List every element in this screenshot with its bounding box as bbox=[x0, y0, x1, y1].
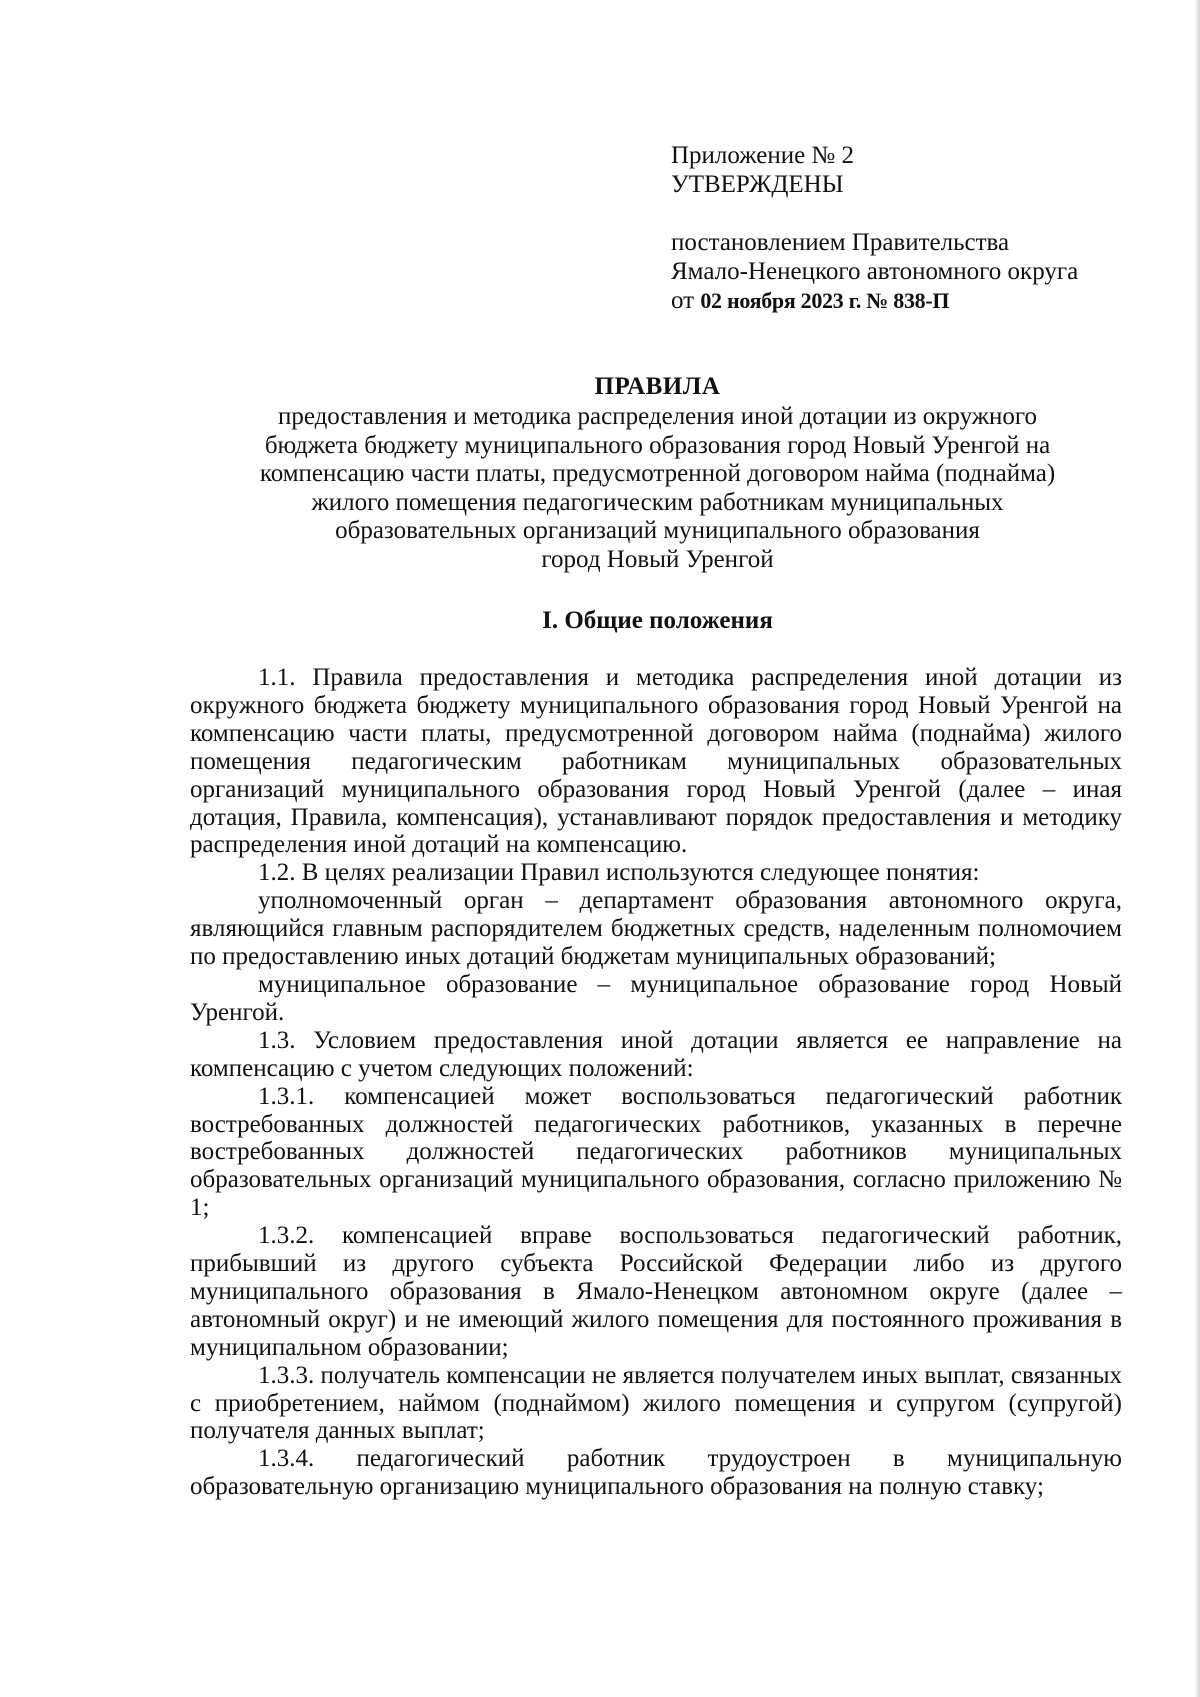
definition-municipality: муниципальное образование – муниципальное образование город Новый Уренгой. bbox=[190, 970, 1122, 1026]
paragraph-1-2: 1.2. В целях реализации Правил используются следующее понятия: bbox=[258, 859, 980, 887]
subtitle-line: жилого помещения педагогическим работникам муниципальных bbox=[311, 488, 1004, 516]
subtitle-line: бюджета бюджету муниципального образования город Новый Уренгой на bbox=[264, 431, 1051, 459]
paragraph-1-3: 1.3. Условием предоставления иной дотации является ее направление на компенсацию с учетом следующих положений: bbox=[190, 1026, 1122, 1082]
document-body bbox=[190, 664, 1122, 1501]
subtitle-line: компенсацию части платы, предусмотренной договором найма (поднайма) bbox=[259, 460, 1056, 487]
decree-line-2: Ямало-Ненецкого автономного округа bbox=[671, 258, 1079, 285]
paragraph-1-1: 1.1. Правила предоставления и методика распределения иной дотации из окружного бюджета бюджету муниципального образования город Новый Уренгой на компенсацию части платы, предусмотренной договором найма (поднайма) жилого помещения педагогическим работникам муниципальных образовательных организаций муниципального образования город Новый Уренгой (далее – иная дотация, Правила, компенсация), устанавливают порядок предоставления и методику распределения иной дотаций на компенсацию. bbox=[190, 664, 1122, 859]
subtitle-line: предоставления и методика распределения иной дотации из окружного bbox=[277, 403, 1038, 430]
paragraph-1-3-2: 1.3.2. компенсацией вправе воспользоваться педагогический работник, прибывший из другого субъекта Российской Федерации либо из другого муниципального образования в Ямало-Ненецком автономном округе (далее – автономный округ) и не имеющий жилого помещения для постоянного проживания в муниципальном образовании; bbox=[190, 1222, 1122, 1361]
date-prefix: от bbox=[671, 287, 701, 314]
appendix-number: Приложение № 2 bbox=[671, 142, 855, 169]
section-heading: I. Общие положения bbox=[542, 607, 773, 634]
document-subtitle bbox=[190, 403, 1125, 574]
decree-date-number: 02 ноября 2023 г. № 838-П bbox=[700, 288, 950, 313]
paragraph-1-3-1: 1.3.1. компенсацией может воспользоваться педагогический работник востребованных должностей педагогических работников, указанных в перечне востребованных должностей педагогических работников муниципальных образовательных организаций муниципального образования, согласно приложению № 1; bbox=[190, 1082, 1122, 1222]
subtitle-line: город Новый Уренгой bbox=[541, 545, 774, 573]
paragraph-1-3-4: 1.3.4. педагогический работник трудоустроен в муниципальную образовательную организацию муниципального образования на полную ставку; bbox=[190, 1445, 1122, 1501]
paragraph-1-3-3: 1.3.3. получатель компенсации не является получателем иных выплат, связанных с приобретением, наймом (поднаймом) жилого помещения и супругом (супругой) получателя данных выплат; bbox=[190, 1361, 1122, 1445]
page-edge-shadow bbox=[1194, 0, 1200, 1697]
subtitle-line: образовательных организаций муниципального образования bbox=[335, 517, 980, 544]
decree-line-1: постановлением Правительства bbox=[671, 229, 1010, 256]
decree-date-line bbox=[671, 286, 1141, 315]
document-title: ПРАВИЛА bbox=[594, 373, 721, 400]
definition-authorized-body: уполномоченный орган – департамент образования автономного округа, являющийся главным распорядителем бюджетных средств, наделенным полномочием по предоставлению иных дотаций бюджетам муниципальных образований; bbox=[190, 887, 1122, 971]
approved-label: УТВЕРЖДЕНЫ bbox=[671, 171, 844, 198]
approval-stamp-block bbox=[671, 141, 1141, 315]
